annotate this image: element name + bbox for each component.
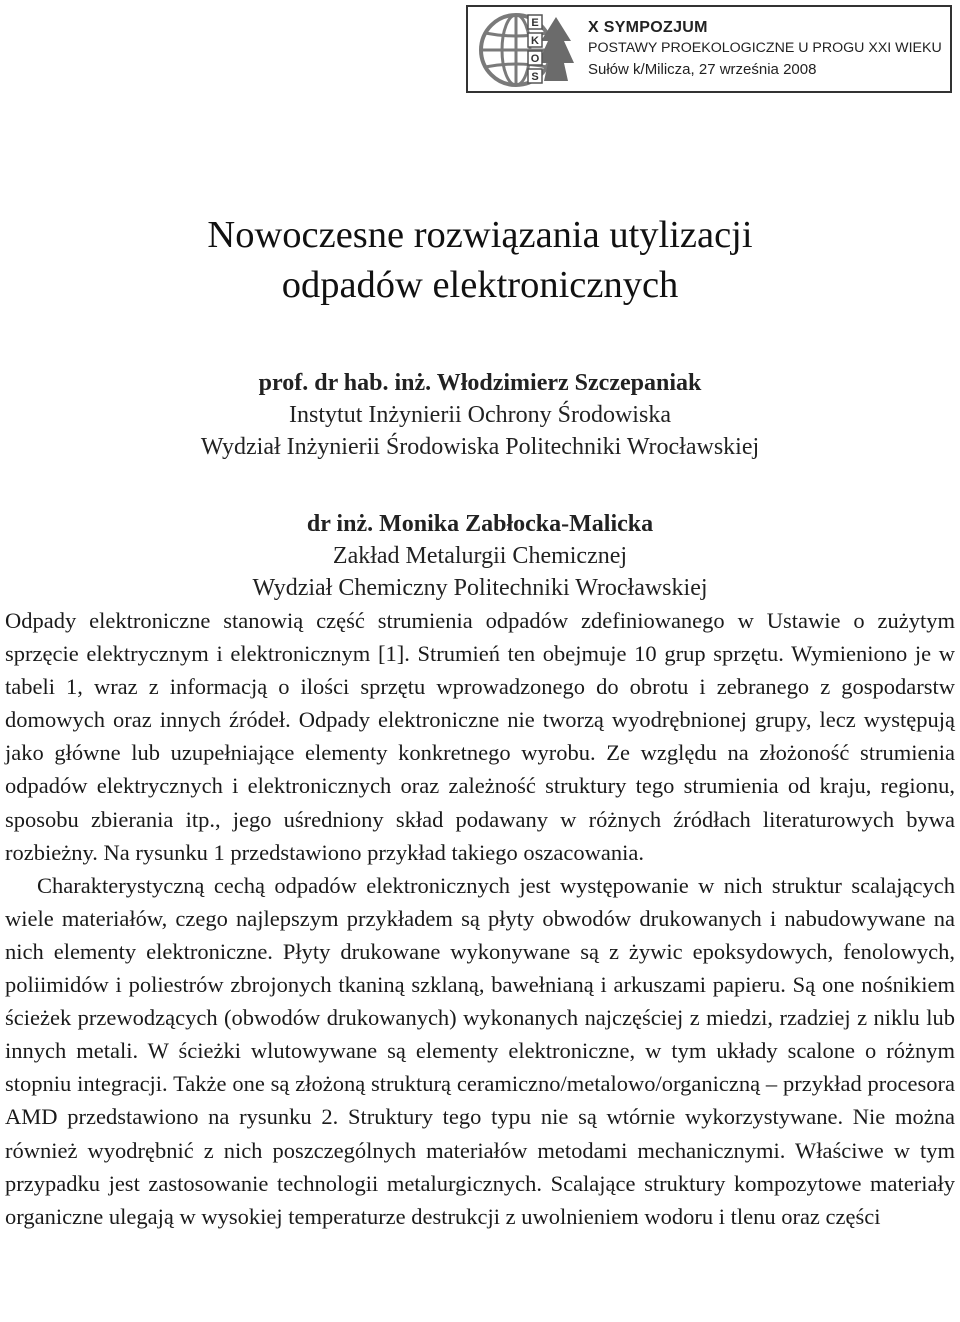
- author-2: [0, 508, 960, 604]
- svg-text:K: K: [531, 35, 539, 47]
- author-1-affiliation-institute: Instytut Inżynierii Ochrony Środowiska: [289, 402, 671, 428]
- symposium-title: X SYMPOZJUM: [588, 19, 708, 36]
- symposium-header: [466, 5, 952, 93]
- symposium-info: [588, 17, 942, 80]
- author-2-affiliation-faculty: Wydział Chemiczny Politechniki Wrocławskiej: [252, 575, 708, 601]
- paper-title-line-1: Nowoczesne rozwiązania utylizacji: [207, 214, 753, 256]
- paragraph-2: Charakterystyczną cechą odpadów elektronicznych jest występowanie w nich struktur scalających wiele materiałów, czego najlepszym przykładem są płyty obwodów drukowanych i nabudowywane na nich elementy elektroniczne. Płyty drukowane wykonywane są z żywic epoksydowych, fenolowych, poliimidów i poliestrów zbrojonych tkaniną szklaną, bawełnianą i arkuszami papieru. Są one nośnikiem ścieżek przewodzących (obwodów drukowanych) wykonanych najczęściej z miedzi, rzadziej z niklu lub innych metali. W ścieżki wlutowywane są elementy elektroniczne, w tym układy scalone o różnym stopniu integracji. Także one są złożoną strukturą ceramiczno/metalowo/organiczną – przykład procesora AMD przedstawiono na rysunku 2. Struktury tego typu nie są wtórnie wykorzystywane. Nie można również wyodrębnić z nich poszczególnych materiałów metodami mechanicznymi. Właściwe w tym przypadku jest zastosowanie technologii metalurgicznych. Scalające struktury kompozytowe materiały organiczne ulegają w wysokiej temperaturze destrukcji z uwolnieniem wodoru i tlenu oraz części: [5, 872, 955, 1229]
- body-text: [5, 604, 955, 1233]
- author-1: [0, 367, 960, 463]
- svg-text:S: S: [531, 71, 539, 83]
- author-1-name: prof. dr hab. inż. Włodzimierz Szczepaniak: [258, 370, 702, 396]
- paper-title-line-2: odpadów elektronicznych: [281, 264, 679, 306]
- symposium-subtitle: POSTAWY PROEKOLOGICZNE U PROGU XXI WIEKU: [588, 40, 942, 56]
- svg-text:O: O: [530, 53, 540, 65]
- author-2-name: dr inż. Monika Zabłocka-Malicka: [306, 511, 654, 537]
- symposium-place-date: Sułów k/Milicza, 27 września 2008: [588, 61, 817, 78]
- paper-title: [0, 210, 960, 310]
- author-1-affiliation-faculty: Wydział Inżynierii Środowiska Politechniki Wrocławskiej: [200, 434, 760, 460]
- svg-text:E: E: [531, 17, 539, 29]
- ekos-globe-logo: [476, 11, 576, 89]
- author-2-affiliation-department: Zakład Metalurgii Chemicznej: [332, 543, 628, 569]
- authors-block: [0, 367, 960, 604]
- paragraph-1: Odpady elektroniczne stanowią część strumienia odpadów zdefiniowanego w Ustawie o zużytym sprzęcie elektrycznym i elektronicznym [1]. Strumień ten obejmuje 10 grup sprzętu. Wymieniono je w tabeli 1, wraz z informacją o ilości sprzętu wprowadzonego do obrotu i zebranego z gospodarstw domowych oraz innych źródeł. Odpady elektroniczne nie tworzą wyodrębnionej grupy, lecz występują jako główne lub uzupełniające elementy konkretnego wyrobu. Ze względu na złożoność strumienia odpadów elektrycznych i elektronicznych oraz zależność struktury tego strumienia od kraju, regionu, sposobu zbierania itp., jego uśredniony skład podawany w różnych źródłach literaturowych bywa rozbieżny. Na rysunku 1 przedstawiono przykład takiego oszacowania.: [5, 608, 955, 865]
